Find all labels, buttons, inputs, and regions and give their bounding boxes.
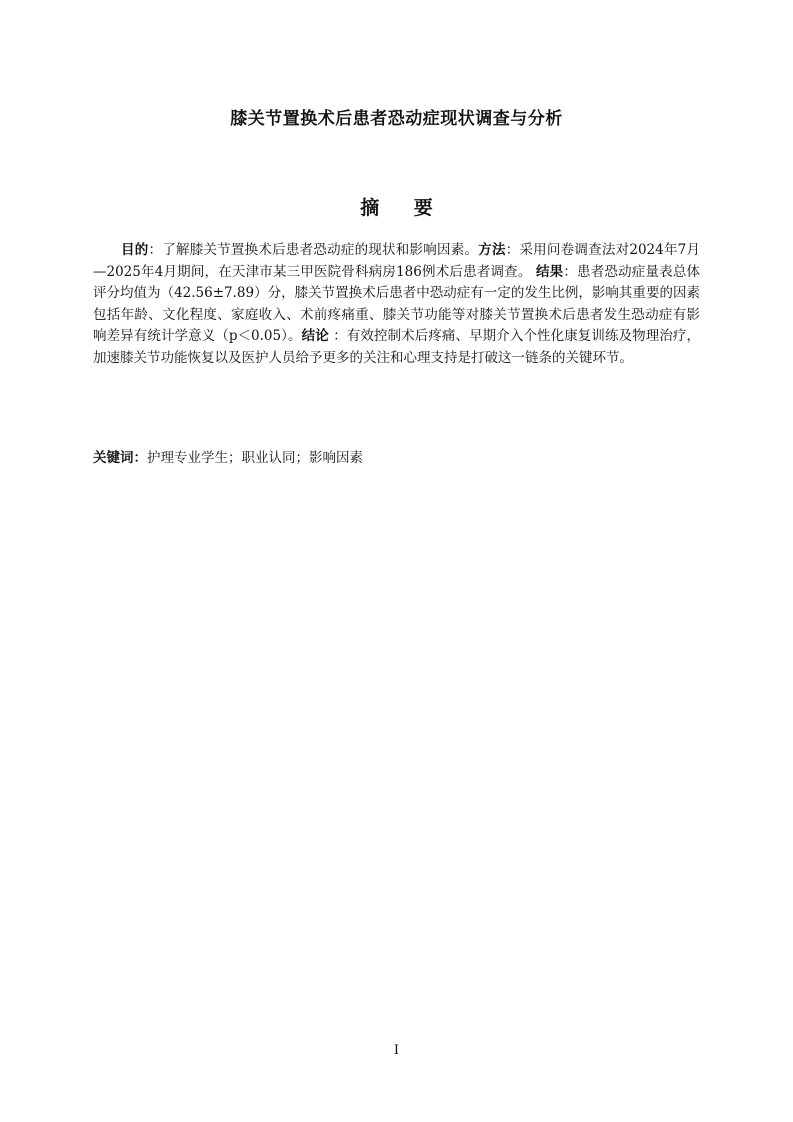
abstract-paragraph <box>93 240 700 369</box>
result-text: ：患者恐动症量表总体评分均值为（42.56±7.89）分，膝关节置换术后患者中恐动症有一定的发生比例，影响其重要的因素包括年龄、文化程度、家庭收入、术前疼痛重、膝关节功能等对膝关节置换术后患者发生恐动症有影响差异有统计学意义（p＜0.05）。 <box>93 263 701 344</box>
page-number: I <box>393 1043 400 1058</box>
paper-title: 膝关节置换术后患者恐动症现状调查与分析 <box>230 109 563 129</box>
method-label: 方法 <box>478 242 506 258</box>
abstract-heading: 摘 要 <box>360 197 447 219</box>
keywords <box>93 448 700 469</box>
abstract-body <box>93 240 700 369</box>
conclusion-label: 结论 <box>301 328 329 344</box>
objective-label: 目的 <box>121 242 149 258</box>
conclusion-text: ：有效控制术后疼痛、早期介入个性化康复训练及物理治疗，加速膝关节功能恢复以及医护人员给予更多的关注和心理支持是打破这一链条的关键环节。 <box>93 328 701 366</box>
method-text: ：采用问卷调查法对2024年7月—2025年4月期间，在天津市某三甲医院骨科病房186例术后患者调查。 <box>93 242 701 280</box>
result-label: 结果 <box>535 263 564 280</box>
keywords-text: 护理专业学生；职业认同；影响因素 <box>147 450 363 466</box>
keywords-label: 关键词： <box>93 450 147 466</box>
objective-text: ：了解膝关节置换术后患者恐动症的现状和影响因素。 <box>148 242 479 258</box>
